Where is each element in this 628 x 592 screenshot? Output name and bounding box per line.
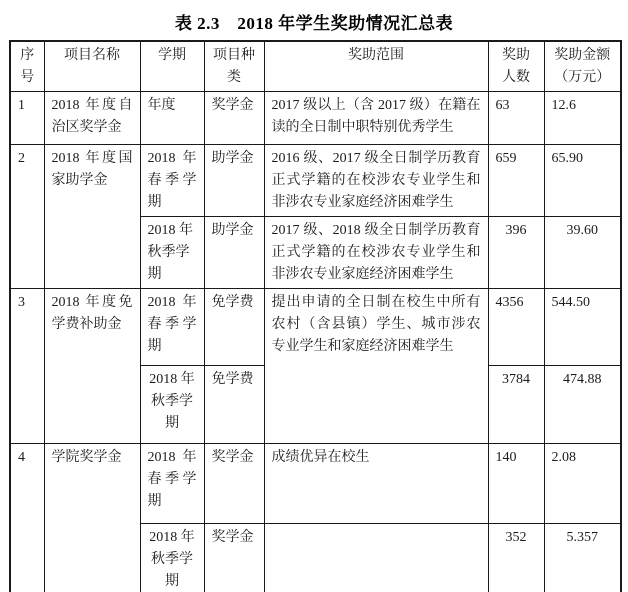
cell-term: 2018 年秋季学期: [140, 366, 204, 444]
cell-type: 奖学金: [204, 524, 264, 592]
cell-count: 659: [488, 145, 544, 217]
header-project-name: 项目名称: [44, 41, 140, 92]
cell-amount: 2.08: [544, 444, 621, 524]
cell-type: 助学金: [204, 217, 264, 289]
cell-amount: 544.50: [544, 289, 621, 366]
cell-type: 助学金: [204, 145, 264, 217]
table-title: 表 2.3 2018 年学生奖助情况汇总表: [174, 14, 454, 33]
cell-type: 免学费: [204, 366, 264, 444]
table-row: [10, 92, 621, 145]
cell-amount: 474.88: [544, 366, 621, 444]
cell-amount: 65.90: [544, 145, 621, 217]
cell-project-name: 2018 年度国家助学金: [44, 145, 140, 289]
cell-project-name: 学院奖学金: [44, 444, 140, 592]
cell-serial: 3: [10, 289, 44, 444]
cell-amount: 12.6: [544, 92, 621, 145]
cell-scope: 提出申请的全日制在校生中所有农村（含县镇）学生、城市涉农专业学生和家庭经济困难学生: [264, 289, 488, 444]
cell-scope: 成绩优异在校生: [264, 444, 488, 524]
header-row: [10, 41, 621, 92]
header-term: 学期: [140, 41, 204, 92]
cell-count: 63: [488, 92, 544, 145]
cell-serial: 2: [10, 145, 44, 289]
table-row: [10, 145, 621, 217]
cell-amount: 39.60: [544, 217, 621, 289]
cell-count: 4356: [488, 289, 544, 366]
cell-amount: 5.357: [544, 524, 621, 592]
cell-serial: 4: [10, 444, 44, 592]
cell-project-name: 2018 年度自治区奖学金: [44, 92, 140, 145]
cell-count: 352: [488, 524, 544, 592]
table-row: [10, 289, 621, 366]
cell-project-name: 2018 年度免学费补助金: [44, 289, 140, 444]
header-amount: 奖助金额（万元）: [544, 41, 621, 92]
cell-term: 年度: [140, 92, 204, 145]
cell-term: 2018 年秋季学期: [140, 217, 204, 289]
cell-scope: 2017 级以上（含 2017 级）在籍在读的全日制中职特别优秀学生: [264, 92, 488, 145]
award-summary-table: [9, 40, 622, 592]
header-scope: 奖助范围: [264, 41, 488, 92]
cell-type: 奖学金: [204, 92, 264, 145]
cell-scope: 2016 级、2017 级全日制学历教育正式学籍的在校涉农专业学生和非涉农专业家庭经济困难学生: [264, 145, 488, 217]
cell-count: 140: [488, 444, 544, 524]
cell-type: 奖学金: [204, 444, 264, 524]
header-count: 奖助人数: [488, 41, 544, 92]
table-row: [10, 444, 621, 524]
cell-term: 2018 年秋季学期: [140, 524, 204, 592]
cell-count: 396: [488, 217, 544, 289]
cell-count: 3784: [488, 366, 544, 444]
cell-serial: 1: [10, 92, 44, 145]
header-type: 项目种类: [204, 41, 264, 92]
header-serial: 序号: [10, 41, 44, 92]
cell-scope: 2017 级、2018 级全日制学历教育正式学籍的在校涉农专业学生和非涉农专业家庭经济困难学生: [264, 217, 488, 289]
cell-type: 免学费: [204, 289, 264, 366]
cell-scope: [264, 524, 488, 592]
cell-term: 2018 年春季学期: [140, 145, 204, 217]
cell-term: 2018 年春季学期: [140, 444, 204, 524]
cell-term: 2018 年春季学期: [140, 289, 204, 366]
